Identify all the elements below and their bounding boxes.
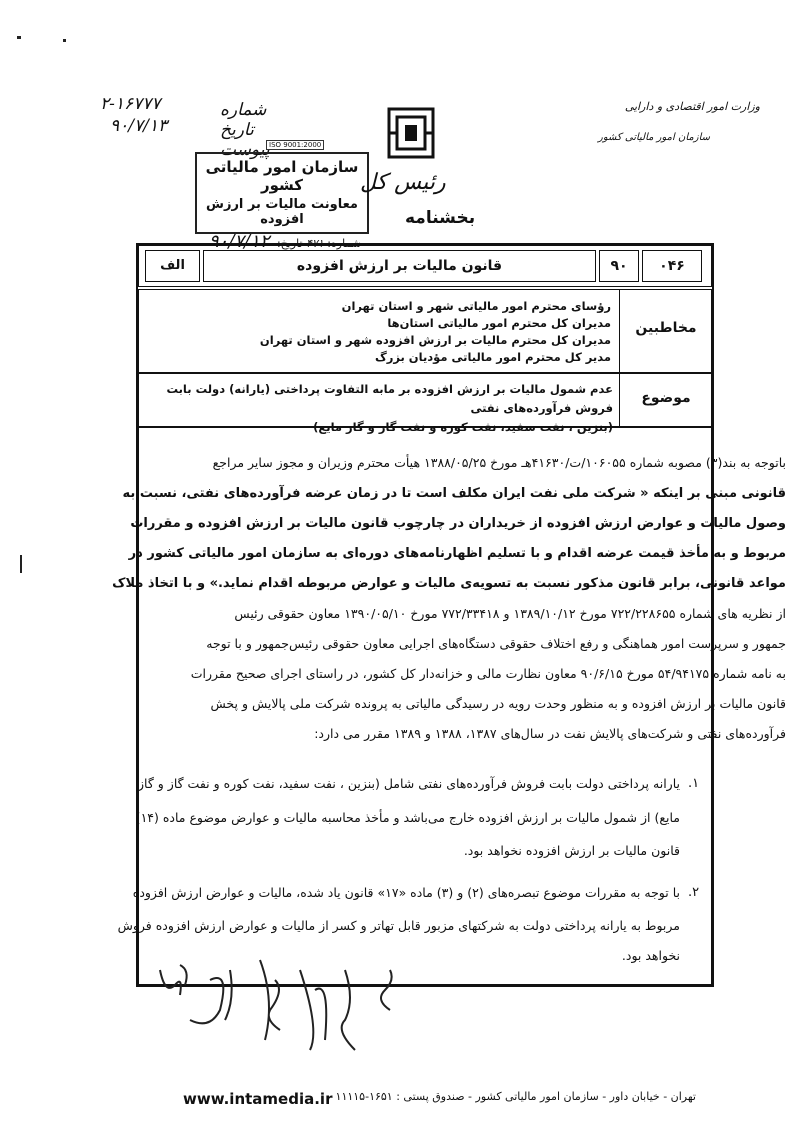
body-paragraph-line: مواعد قانونی، برابر قانون مذکور نسبت به تسویه‌ی مالیات و عوارض مربوطه اقدام نماید.» و با اتخاذ ملاک [112, 576, 786, 591]
subject-label: موضوع [641, 390, 691, 406]
item-line: مایع) از شمول مالیات بر ارزش افزوده خارج می‌باشد و مأخذ محاسبه مالیات و عوارض موضوع ماده (۱۴) [135, 810, 680, 825]
item-line: قانون مالیات بر ارزش افزوده نخواهد بود. [463, 843, 680, 858]
attachment-label: پیوست [220, 140, 270, 160]
letter-number: ۲-۱۶۷۷۷ [100, 94, 161, 114]
stamp-number: ۴۷۱ [306, 237, 324, 250]
scan-speck [20, 555, 22, 573]
org-name: سازمان امور مالیاتی کشور [598, 132, 710, 143]
item-number: ۲. [688, 885, 700, 900]
addressees-row [138, 289, 712, 373]
footer-address: تهران - خیابان داور - سازمان امور مالیاتی کشور - صندوق پستی : ۱۶۵۱-۱۱۱۱۵ [335, 1090, 696, 1103]
item-line: با توجه به مقررات موضوع تبصره‌های (۲) و (۳) ماده «۱۷» قانون یاد شده، مالیات و عوارض ارزش افزوده [132, 885, 680, 900]
addressee-line: مدیران کل محترم امور مالیاتی استان‌ها [387, 316, 611, 330]
item-line: یارانه پرداختی دولت بابت فروش فرآورده‌های نفتی شامل (بنزین ، نفت سفید، نفت کوره و نفت گاز و گاز [138, 776, 680, 791]
number-label: شماره [220, 100, 267, 120]
subject-line: عدم شمول مالیات بر ارزش افزوده بر مابه التفاوت پرداختی (یارانه) دولت بابت فروش فرآورده‌های نفتی [166, 382, 613, 415]
series-cell: الف [145, 250, 200, 282]
body-paragraph-line: مربوط و به مأخذ قیمت عرضه اقدام و با تسلیم اظهارنامه‌های دوره‌ای به سازمان امور مالیاتی کشور در [128, 546, 786, 561]
column-divider [619, 290, 620, 374]
letter-date: ۹۰/۷/۱۳ [110, 116, 168, 136]
subject-row [138, 373, 712, 434]
addressee-line: رؤسای محترم امور مالیاتی شهر و استان تهران [341, 299, 611, 313]
stamp-org: سازمان امور مالیاتی کشور [205, 158, 359, 194]
stamp-number-label: شماره: [327, 237, 361, 250]
addressees-list [179, 298, 611, 366]
code-cell: ۰۴۶ [642, 250, 702, 282]
scan-speck [63, 39, 66, 42]
item-number: ۱. [688, 776, 700, 791]
title-cell: قانون مالیات بر ارزش افزوده [203, 250, 596, 282]
circular-label: بخشنامه [405, 208, 476, 228]
body-paragraph-line: قانون مالیات بر ارزش افزوده و به منظور وحدت رویه در رسیدگی مالیاتی به پرونده شرکت ملی پالایش و پخش [210, 696, 786, 711]
circular-table [136, 243, 714, 987]
subject-line: (بنزین ، نفت سفید، نفت کوره و نفت گاز و گاز مایع) [313, 420, 613, 434]
addressee-line: مدیر کل محترم امور مالیاتی مؤدیان بزرگ [374, 350, 611, 364]
body-paragraph-line: قانونی مبنی بر اینکه « شرکت ملی نفت ایران مکلف است تا در زمان عرضه فرآورده‌های نفتی، نسبت به [122, 486, 786, 501]
addressees-label: مخاطبین [635, 320, 697, 336]
stamp-date: ۹۰/۷/۱۲ [208, 231, 270, 252]
body-paragraph-line: فرآورده‌های نفتی و شرکت‌های پالایش نفت در سال‌های ۱۳۸۷، ۱۳۸۸ و ۱۳۸۹ مقرر می دارد: [314, 726, 786, 741]
date-label: تاریخ [220, 120, 254, 140]
chief-signature-title: رئیس کل [360, 170, 446, 195]
body-paragraph-line: به نامه شماره ۵۴/۹۴۱۷۵ مورخ ۹۰/۶/۱۵ معاون نظارت مالی و خزانه‌دار کل کشور، در راستای اجرای صحیح مقررات [190, 666, 786, 681]
iso-badge: ISO 9001:2000 [266, 140, 324, 150]
ministry-name: وزارت امور اقتصادی و دارایی [624, 100, 760, 113]
body-cell [138, 427, 712, 985]
item-line: نخواهد بود. [621, 948, 680, 963]
body-paragraph-line: باتوجه به بند(۳) مصوبه شماره ۱۰۶۰۵۵/ت/۴۱۶۳۰هـ مورخ ۱۳۸۸/۰۵/۲۵ هیأت محترم وزیران و مجوز سایر مراجع [212, 455, 786, 470]
body-paragraph-line: از نظریه های شماره ۷۲۲/۲۲۸۶۵۵ مورخ ۱۳۸۹/۱۰/۱۲ و ۷۷۲/۳۳۴۱۸ مورخ ۱۳۹۰/۰۵/۱۰ معاون حقوقی رئیس [234, 606, 786, 621]
handwritten-signatures [140, 950, 520, 1060]
emblem-logo [386, 106, 436, 160]
scan-speck [17, 36, 21, 39]
stamp-date-label: تاریخ: [276, 237, 303, 250]
footer-website: www.intamedia.ir [183, 1090, 333, 1108]
addressee-line: مدیران کل محترم مالیات بر ارزش افزوده شهر و استان تهران [259, 333, 611, 347]
body-paragraph-line: وصول مالیات و عوارض ارزش افزوده از خریداران در چارچوب قانون مالیات بر ارزش افزوده و مقررات [130, 516, 786, 531]
column-divider [619, 374, 620, 428]
body-paragraph-line: جمهور و سرپرست امور هماهنگی و رفع اختلاف حقوقی دستگاه‌های اجرایی معاون حقوقی رئیس‌جمهور و با توجه [206, 636, 786, 651]
item-line: مربوط به یارانه پرداختی دولت به شرکتهای مزبور قابل تهاتر و کسر از مالیات و عوارض ارزش افزوده فروش [117, 918, 680, 933]
title-row [138, 245, 712, 287]
received-stamp [195, 152, 369, 252]
stamp-dept: معاونت مالیات بر ارزش افزوده [206, 197, 358, 227]
year-cell: ۹۰ [599, 250, 639, 282]
